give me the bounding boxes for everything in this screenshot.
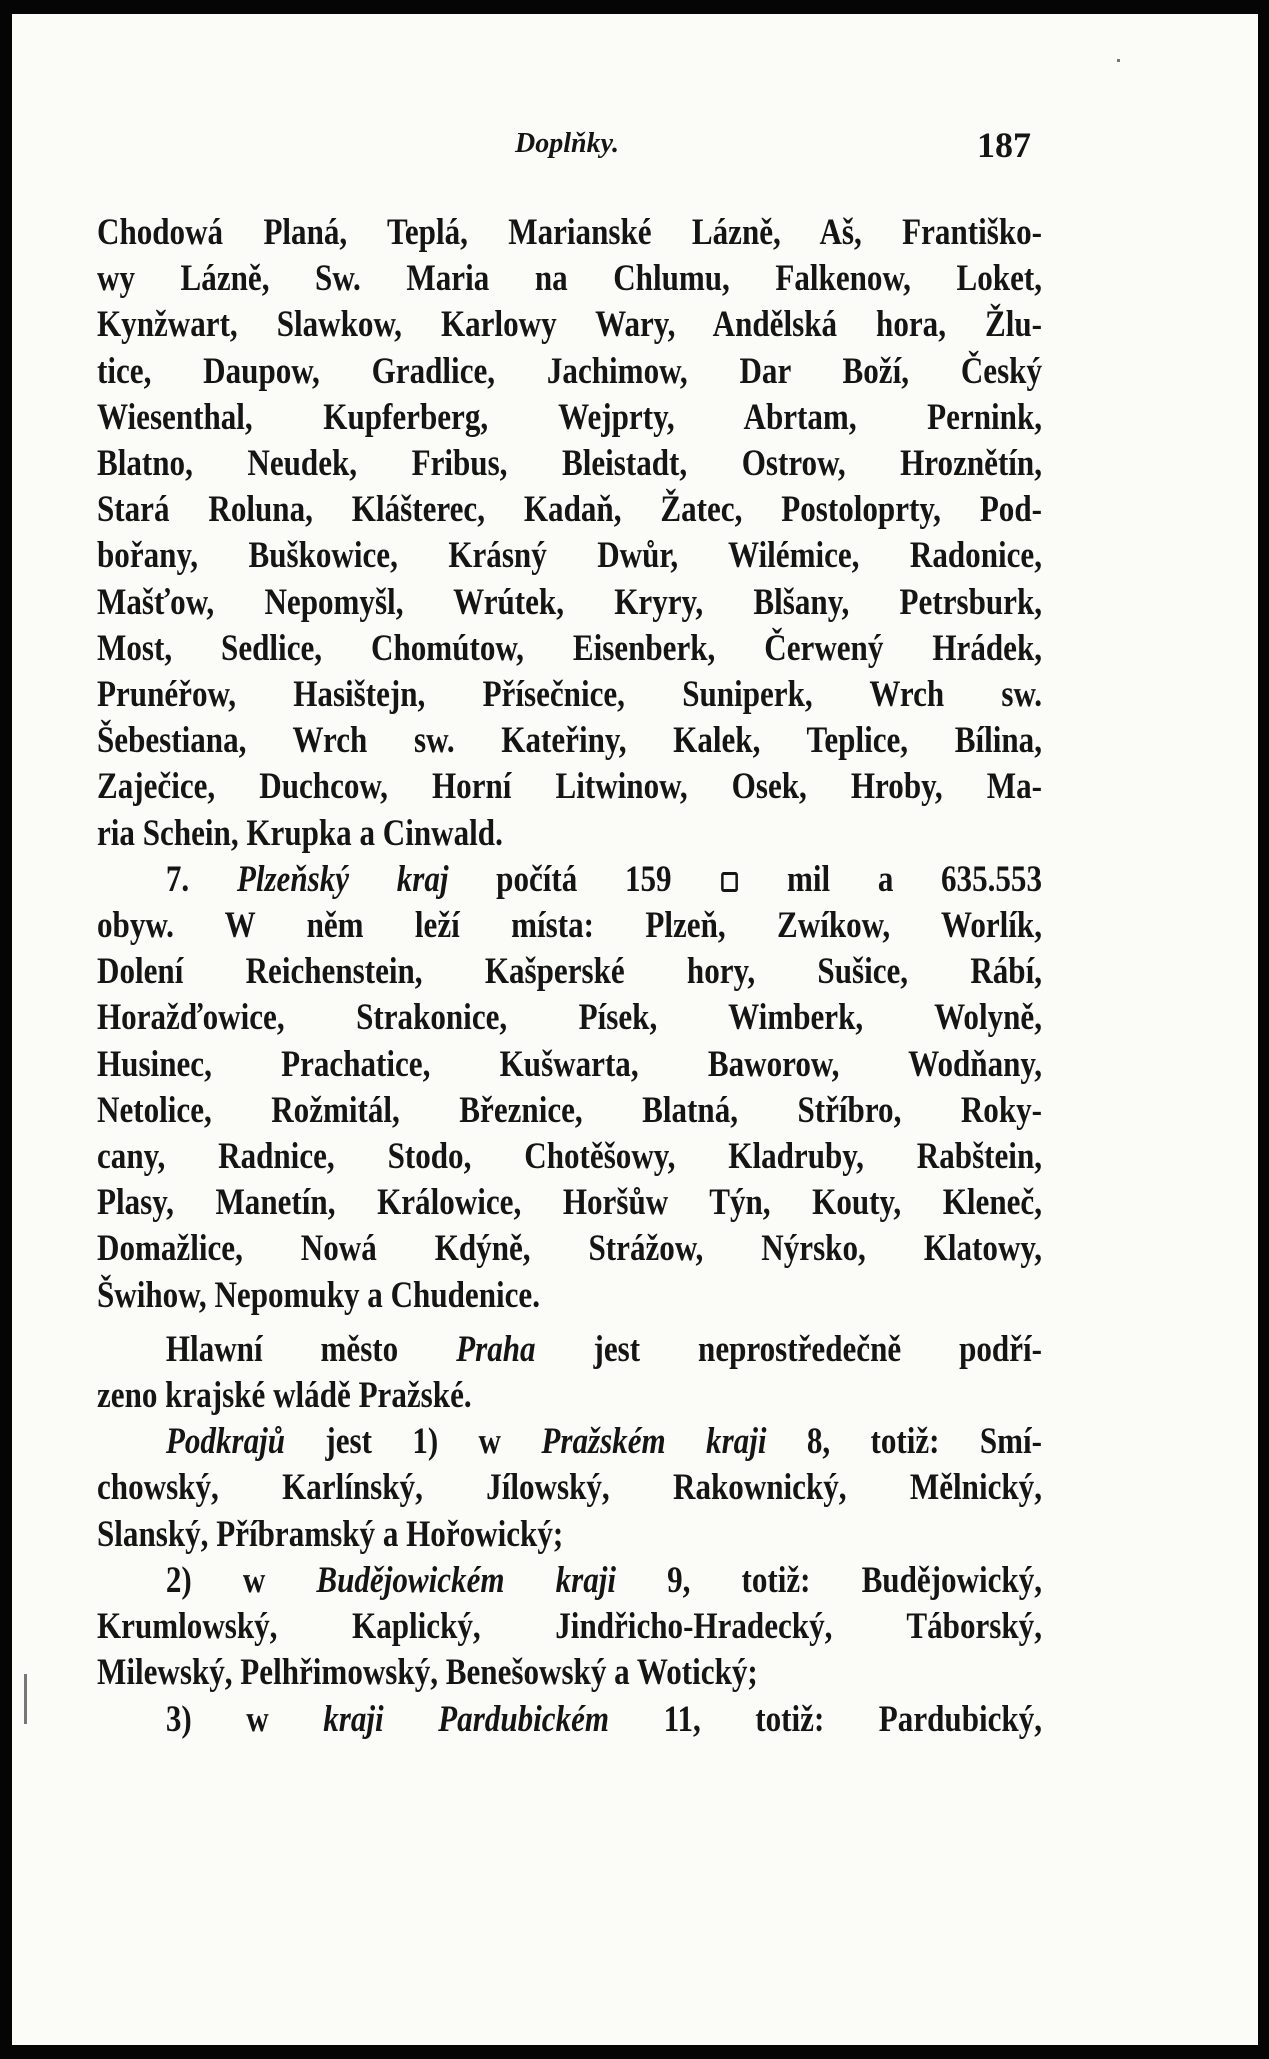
scan-speck	[24, 1674, 27, 1724]
text-line: chowský, Karlínský, Jílowský, Rakownický, Mělnický,	[97, 1467, 1042, 1509]
text-line: Chodowá Planá, Teplá, Marianské Lázně, Aš, Františko-	[97, 212, 1042, 253]
running-title: Doplňky.	[515, 128, 619, 159]
text-line: Slanský, Příbramský a Hořowický;	[97, 1513, 564, 1555]
subregions-label: Podkrajů	[165, 1421, 286, 1463]
text-line: Domažlice, Nowá Kdýně, Strážow, Nýrsko, Klatowy,	[97, 1228, 1042, 1270]
page-number: 187	[977, 125, 1031, 165]
text-line: Zaječice, Duchcow, Horní Litwinow, Osek, Hroby, Ma-	[97, 766, 1042, 808]
square-mile-symbol-icon	[721, 872, 738, 892]
capital-city: Praha	[456, 1328, 536, 1370]
text-line: tice, Daupow, Gradlice, Jachimow, Dar Boží, Český	[97, 350, 1042, 392]
text-line: Wiesenthal, Kupferberg, Wejprty, Abrtam, Pernink,	[97, 396, 1042, 438]
text-line: Kynžwart, Slawkow, Karlowy Wary, Andělská hora, Žlu-	[97, 304, 1042, 346]
text-line: Blatno, Neudek, Fribus, Bleistadt, Ostrow, Hroznětín,	[97, 443, 1042, 485]
region-name: Plzeňský kraj	[236, 858, 449, 900]
population: mil a 635.553	[787, 858, 1043, 900]
region-name: kraji Pardubickém	[323, 1698, 610, 1740]
text-line: Dolení Reichenstein, Kašperské hory, Sušice, Rábí,	[97, 951, 1042, 993]
text-line: Prunéřow, Hasištejn, Přísečnice, Suniperk, Wrch sw.	[97, 674, 1042, 716]
text-line: wy Lázně, Sw. Maria na Chlumu, Falkenow, Loket,	[97, 258, 1042, 300]
subregion-item-3: 3) w kraji Pardubickém 11, totiž: Pardubický,	[165, 1698, 1042, 1740]
text-line: Husinec, Prachatice, Kušwarta, Baworow, Wodňany,	[97, 1043, 1042, 1085]
text-line: Stará Roluna, Klášterec, Kadaň, Žatec, Postoloprty, Pod-	[97, 489, 1042, 531]
region-name: Pražském kraji	[541, 1421, 767, 1463]
text-line: Mašťow, Nepomyšl, Wrútek, Kryry, Blšany, Petrsburk,	[97, 581, 1042, 623]
text-line: Horažďowice, Strakonice, Písek, Wimberk, Wolyně,	[97, 997, 1042, 1039]
text-line: bořany, Buškowice, Krásný Dwůr, Wilémice, Radonice,	[97, 535, 1042, 577]
subregions-paragraph: Podkrajů jest 1) w Pražském kraji 8, totiž: Smí-	[165, 1421, 1043, 1463]
area-count: počítá 159	[496, 858, 672, 900]
text-line: Krumlowský, Kaplický, Jindřicho-Hradecký, Táborský,	[97, 1606, 1042, 1648]
capital-paragraph: Hlawní město Praha jest neprostředečně podří-	[165, 1328, 1042, 1370]
text-line: Milewský, Pelhřimowský, Benešowský a Wotický;	[97, 1652, 758, 1694]
subregion-item-2: 2) w Budějowickém kraji 9, totiž: Budějowický,	[165, 1559, 1043, 1601]
section-number: 7.	[165, 858, 190, 900]
text-line: obyw. W něm leží místa: Plzeň, Zwíkow, Worlík,	[97, 905, 1042, 947]
text-line: Šebestiana, Wrch sw. Kateřiny, Kalek, Teplice, Bílina,	[97, 720, 1042, 762]
section-7-heading	[97, 857, 1042, 903]
text-line: zeno krajské wládě Pražské.	[97, 1375, 472, 1417]
text-line: Plasy, Manetín, Králowice, Horšůw Týn, Kouty, Kleneč,	[97, 1182, 1042, 1224]
text-line: Most, Sedlice, Chomútow, Eisenberk, Čerwený Hrádek,	[97, 627, 1042, 669]
text-line: cany, Radnice, Stodo, Chotěšowy, Kladruby, Rabštein,	[97, 1136, 1042, 1178]
text-line: Šwihow, Nepomuky a Chudenice.	[97, 1274, 540, 1316]
text-line: ria Schein, Krupka a Cinwald.	[97, 812, 503, 854]
scan-speck	[1117, 59, 1120, 62]
region-name: Budějowickém kraji	[316, 1559, 617, 1601]
body-text	[97, 210, 1042, 1743]
text-line: Netolice, Rožmitál, Březnice, Blatná, Stříbro, Roky-	[97, 1089, 1042, 1131]
